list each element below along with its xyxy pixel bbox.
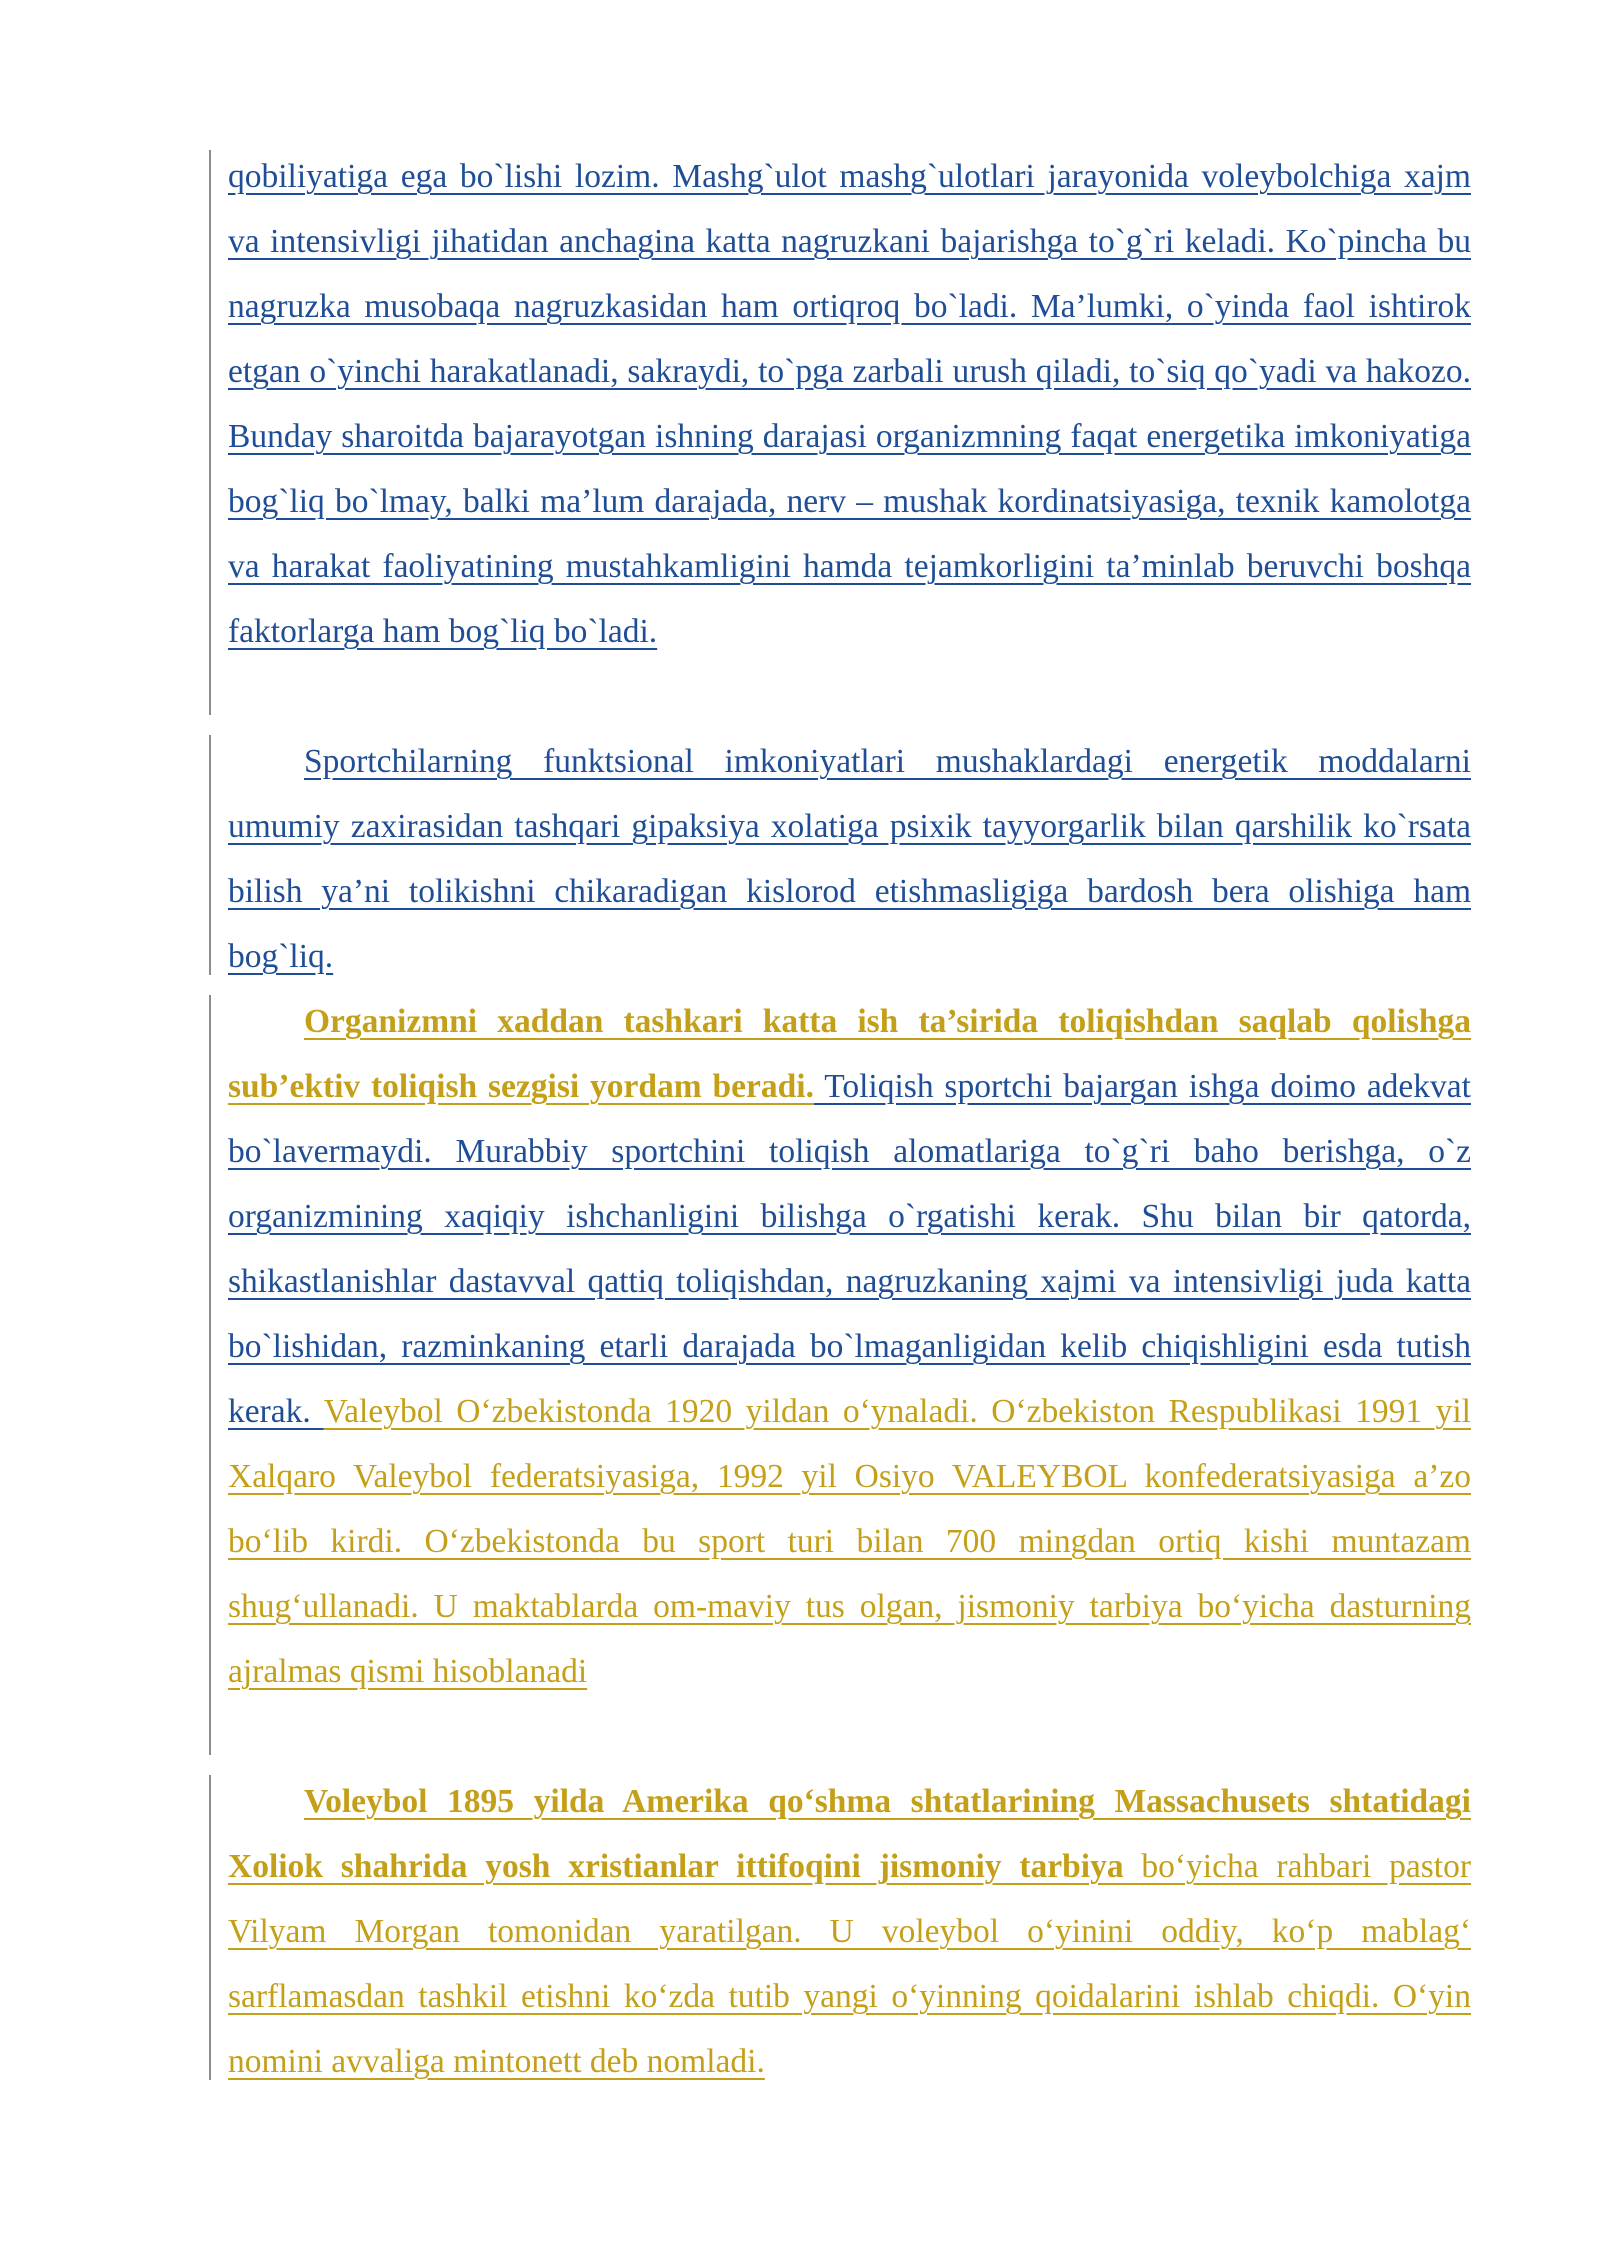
change-bar (209, 1775, 211, 2080)
change-bar (209, 995, 211, 1755)
text-segment: bo‘yicha rahbari pastor Vilyam Morgan tomonidan yaratilgan. U voleybol o‘yinini oddiy, ko‘p mablag‘ sarflamasdan tashkil etishni ko‘zda tutib yangi o‘yinning qoidalarini ishlab chiqdi. O‘yin nomini avvaliga mintonett deb nomladi. (228, 1848, 1471, 2080)
text-segment: Voleybol 1895 yilda Amerika qo‘shma shtatlarining Massachusets shtatidagi Xoliok shahrida yosh xristianlar ittifoqini jismoniy tarbiya (228, 1783, 1471, 1885)
text-segment: Organizmni xaddan tashkari katta ish ta’sirida toliqishdan saqlab qolishga sub’ektiv toliqish sezgisi yordam beradi. (228, 1003, 1471, 1105)
text-segment: qobiliyatiga ega bo`lishi lozim. Mashg`ulot mashg`ulotlari jarayonida voleybolchiga xajm va intensivligi jihatidan anchagina katta nagruzkani bajarishga to`g`ri keladi. Ko`pincha bu nagruzka musobaqa nagruzkasidan ham ortiqroq bo`ladi. Ma’lumki, o`yinda faol ishtirok etgan o`yinchi harakatlanadi, sakraydi, to`pga zarbali urush qiladi, to`siq qo`yadi va hakozo. Bunday sharoitda bajarayotgan ishning darajasi organizmning faqat energetika imkoniyatiga bog`liq bo`lmay, balki ma’lum darajada, nerv – mushak kordinatsiyasiga, texnik kamolotga va harakat faoliyatining mustahkamligini hamda tejamkorligini ta’minlab beruvchi boshqa faktorlarga ham bog`liq bo`ladi. (228, 158, 1471, 650)
change-bar (209, 150, 211, 715)
paragraph (228, 144, 1471, 664)
change-bar (209, 735, 211, 975)
paragraph (228, 729, 1471, 989)
paragraph (228, 1769, 1471, 2094)
text-segment: Toliqish sportchi bajargan ishga doimo adekvat bo`lavermaydi. Murabbiy sportchini toliqish alomatlariga to`g`ri baho berishga, o`z organizmining xaqiqiy ishchanligini bilishga o`rgatishi kerak. Shu bilan bir qatorda, shikastlanishlar dastavval qattiq toliqishdan, nagruzkaning xajmi va intensivligi juda katta bo`lishidan, razminkaning etarli darajada bo`lmaganligidan kelib chiqishligini esda tutish kerak. (228, 1068, 1471, 1430)
text-segment: Sportchilarning funktsional imkoniyatlari mushaklardagi energetik moddalarni umumiy zaxirasidan tashqari gipaksiya xolatiga psixik tayyorgarlik bilan qarshilik ko`rsata bilish ya’ni tolikishni chikaradigan kislorod etishmasligiga bardosh bera olishiga ham bog`liq. (228, 743, 1471, 975)
paragraph (228, 989, 1471, 1704)
text-segment: Valeybol O‘zbekistonda 1920 yildan o‘ynaladi. O‘zbekiston Respublikasi 1991 yil Xalqaro Valeybol federatsiyasiga, 1992 yil Osiyo VALEYBOL konfederatsiyasiga a’zo bo‘lib kirdi. O‘zbekistonda bu sport turi bilan 700 mingdan ortiq kishi muntazam shug‘ullanadi. U maktablarda om-maviy tus olgan, jismoniy tarbiya bo‘yicha dasturning ajralmas qismi hisoblanadi (228, 1393, 1471, 1690)
